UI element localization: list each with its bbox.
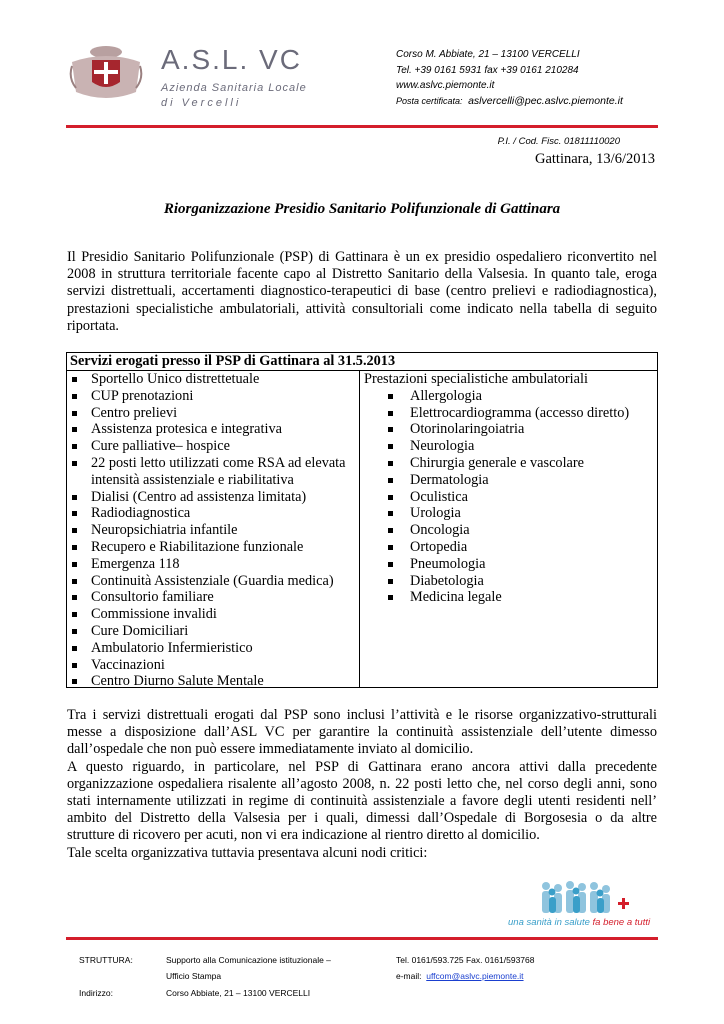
bullet-icon [72,528,77,533]
bullet-icon [72,612,77,617]
text-line: stati internamente utilizzati in regime di continuità assistenziale a favore degli utenti residenti nell’ [67,793,657,810]
document-title: Riorganizzazione Presidio Sanitario Polifunzionale di Gattinara [163,201,561,217]
list-item [70,388,356,405]
bullet-icon [72,646,77,651]
slogan-part2: fa bene a tutti [589,917,651,928]
list-item [364,438,654,455]
text-line: Tale scelta organizzativa tuttavia presentava alcuni nodi critici: [67,844,428,861]
certified-mail [396,94,623,110]
bullet-icon [388,411,393,416]
list-item-text: 22 posti letto utilizzati come RSA ad elevata intensità assistenziale e riabilitativa [91,454,346,488]
bullet-icon [72,461,77,466]
specialist-services-list [364,388,654,606]
vat-code: P.I. / Cod. Fisc. 01811110020 [497,136,620,147]
column-divider [359,370,360,687]
bullet-icon [72,663,77,668]
list-item-text: Emergenza 118 [91,555,180,572]
list-item [364,539,654,556]
list-item [364,522,654,539]
bullet-icon [388,394,393,399]
header-divider [66,125,658,128]
list-item-text: Recupero e Riabilitazione funzionale [91,538,304,555]
text-line: servizi distrettuali, accertamenti diagnostico-terapeutici di base (centro prelievi e radiodiagnostica), [67,283,657,300]
list-item [70,455,356,489]
footer-struttura-value: Supporto alla Comunicazione istituzionale – [166,955,331,965]
slogan-part1: una sanità in salute [508,917,590,928]
bullet-icon [388,511,393,516]
table-header: Servizi erogati presso il PSP di Gattinara al 31.5.2013 [67,353,657,371]
list-item-text: Continuità Assistenziale (Guardia medica) [91,572,334,589]
list-item [70,438,356,455]
list-item-text: Oculistica [410,488,468,505]
bullet-icon [388,562,393,567]
text-line: Il Presidio Sanitario Polifunzionale (PSP) di Gattinara è un ex presidio ospedaliero riconvertito nel [67,249,657,265]
list-item-text: Oncologia [410,522,470,539]
list-item [70,505,356,522]
list-item-text: Dialisi (Centro ad assistenza limitata) [91,488,307,505]
list-item-text: Elettrocardiogramma (accesso diretto) [410,404,630,421]
bullet-icon [72,545,77,550]
list-item-text: Centro prelievi [91,404,178,421]
bullet-icon [72,595,77,600]
bullet-icon [388,495,393,500]
slogan [508,917,650,928]
list-item [70,489,356,506]
bullet-icon [72,629,77,634]
bullet-icon [388,478,393,483]
list-item-text: Ambulatorio Infermieristico [91,639,253,656]
list-item-text: Neurologia [410,438,475,455]
specialist-title: Prestazioni specialistiche ambulatoriali [364,371,588,387]
list-item-text: CUP prenotazioni [91,387,194,404]
text-line: A questo riguardo, in particolare, nel PSP di Gattinara erano ancora attivi dalla precedente [67,758,657,775]
bullet-icon [388,595,393,600]
footer-email-label: e-mail: [396,971,422,981]
text-line: strutture di ricovero per acuti, non vi era indicazione al rientro diretto al domicilio. [67,827,540,844]
bullet-icon [388,427,393,432]
bullet-icon [72,511,77,516]
list-item-text: Cure Domiciliari [91,622,189,639]
coat-of-arms-icon [66,44,146,104]
list-item-text: Ortopedia [410,538,468,555]
list-item [70,623,356,640]
phone-fax: Tel. +39 0161 5931 fax +39 0161 210284 [396,64,579,76]
list-item-text: Commissione invalidi [91,606,217,623]
bullet-icon [72,444,77,449]
footer-phone-fax: Tel. 0161/593.725 Fax. 0161/593768 [396,955,535,965]
org-name-line1: Azienda Sanitaria Locale [161,82,307,94]
footer-divider [66,937,658,940]
services-table [66,352,658,688]
website-link[interactable]: www.aslvc.piemonte.it [396,80,495,91]
list-item-text: Vaccinazioni [91,656,165,673]
text-line: dall’ospedale che non può essere immediatamente inviato al domicilio. [67,741,474,758]
bullet-icon [72,377,77,382]
list-item-text: Pneumologia [410,555,486,572]
text-line: prestazioni specialistiche ambulatoriali, attività consultoriali come indicato nella tabella di seguito [67,300,657,317]
text-line: ambito del Distretto della Valsesia per i quali, dimessi dall’Ospedale di Borgosesia o da altre [67,810,657,827]
bullet-icon [72,579,77,584]
bullet-icon [72,679,77,684]
list-item [364,589,654,606]
list-item-text: Sportello Unico distrettetuale [91,371,260,387]
text-line: 2008 in struttura territoriale facente capo al Distretto Sanitario della Valsesia. In quanto tale, eroga [67,266,657,283]
bullet-icon [388,545,393,550]
footer-address-label: Indirizzo: [79,988,114,998]
list-item [364,556,654,573]
footer-struttura-value2: Ufficio Stampa [166,971,222,981]
list-item [70,657,356,674]
list-item [70,673,356,690]
list-item [364,421,654,438]
body-paragraph [67,707,657,862]
text-line: riportata. [67,317,120,334]
list-item [364,455,654,472]
list-item [364,472,654,489]
bullet-icon [72,394,77,399]
list-item-text: Assistenza protesica e integrativa [91,421,282,438]
asl-logo [66,44,326,116]
specialist-column [364,371,654,606]
bullet-icon [388,579,393,584]
list-item [70,371,356,388]
org-abbreviation: A.S.L. VC [161,44,302,75]
district-services-list [70,371,356,690]
footer-email-link[interactable]: uffcom@aslvc.piemonte.it [426,971,524,981]
footer-email [396,971,524,981]
list-item [70,556,356,573]
bullet-icon [388,528,393,533]
bullet-icon [388,444,393,449]
bullet-icon [72,411,77,416]
bullet-icon [72,562,77,567]
contact-block [396,47,623,109]
list-item [364,505,654,522]
list-item-text: Chirurgia generale e vascolare [410,454,584,471]
list-item [70,640,356,657]
list-item-text: Otorinolaringoiatria [410,421,525,438]
intro-paragraph [67,249,657,335]
list-item-text: Urologia [410,505,461,522]
footer-struttura-label: STRUTTURA: [79,955,133,965]
list-item [70,573,356,590]
footer-address-value: Corso Abbiate, 21 – 13100 VERCELLI [166,988,311,998]
list-item [70,405,356,422]
text-line: Tra i servizi distrettuali erogati dal PSP sono inclusi l’attività e le risorse organizzativo-strutturali [67,707,657,723]
document-date: Gattinara, 13/6/2013 [534,151,655,167]
bullet-icon [388,461,393,466]
list-item-text: Radiodiagnostica [91,505,191,522]
list-item [70,522,356,539]
list-item [70,606,356,623]
address: Corso M. Abbiate, 21 – 13100 VERCELLI [396,49,580,60]
list-item-text: Cure palliative– hospice [91,438,230,455]
list-item [70,539,356,556]
list-item [70,421,356,438]
list-item [364,573,654,590]
list-item-text: Diabetologia [410,572,484,589]
cert-mail-address[interactable]: aslvercelli@pec.aslvc.piemonte.it [468,94,623,107]
list-item [364,388,654,405]
list-item [364,489,654,506]
cert-mail-label: Posta certificata: [396,95,463,106]
list-item-text: Neuropsichiatria infantile [91,522,238,539]
bullet-icon [72,427,77,432]
bullet-icon [72,495,77,500]
list-item-text: Medicina legale [410,589,502,606]
list-item [70,589,356,606]
list-item-text: Centro Diurno Salute Mentale [91,673,264,690]
org-name-line2: di Vercelli [161,97,242,109]
text-line: organizzazione ospedaliera risalente all’agosto 2008, n. 22 posti letto che, nel corso degli anni, sono [67,775,657,792]
list-item-text: Consultorio familiare [91,589,214,606]
list-item-text: Allergologia [410,387,483,404]
list-item-text: Dermatologia [410,471,489,488]
text-line: messe a disposizione dall’ASL VC per garantire la continuità assistenziale dell’utente dimesso [67,724,657,741]
list-item [364,405,654,422]
